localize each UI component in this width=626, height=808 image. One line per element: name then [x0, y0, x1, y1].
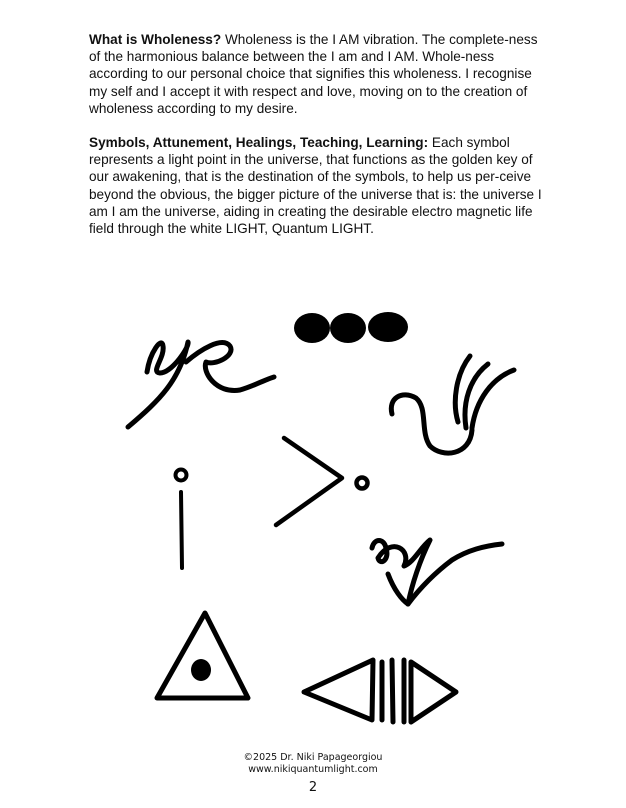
wholeness-paragraph [89, 31, 549, 117]
wholeness-heading: What is Wholeness? [89, 32, 222, 47]
chevron-with-dot-symbol [276, 438, 368, 525]
symbols-body: Each symbol represents a light point in the universe, that functions as the golden key of our awakening, that is the destination of the symbols, to help us per-ceive beyond the obvious, the bigger picture of the universe that is: the universe I am I am the universe, aiding in creating the desirable electro magnetic life field through the white LIGHT, Quantum LIGHT. [89, 135, 542, 237]
cursive-loop-symbol [128, 342, 274, 427]
wave-v-symbol [372, 540, 502, 604]
curved-strokes-symbol [391, 356, 514, 453]
page-number: 2 [308, 780, 318, 795]
symbols-illustration [0, 290, 626, 740]
triangles-with-bars-symbol [304, 660, 456, 722]
triangle-with-circle-symbol [157, 613, 248, 698]
website-link[interactable]: www.nikiquantumlight.com [248, 764, 378, 775]
symbols-paragraph [89, 134, 549, 237]
copyright-text: ©2025 Dr. Niki Papageorgiou [243, 752, 383, 763]
three-circles-symbol [294, 312, 408, 343]
symbols-heading: Symbols, Attunement, Healings, Teaching, Learning: [89, 135, 429, 150]
wholeness-body: Wholeness is the I AM vibration. The complete-ness of the harmonious balance between the I am and I AM. Whole-ness according to our personal choice that signifies this wholeness. I recognise my self and I accept it with respect and love, moving on to the creation of wholeness according to my desire. [89, 32, 538, 116]
line-with-circle-symbol [176, 470, 187, 569]
